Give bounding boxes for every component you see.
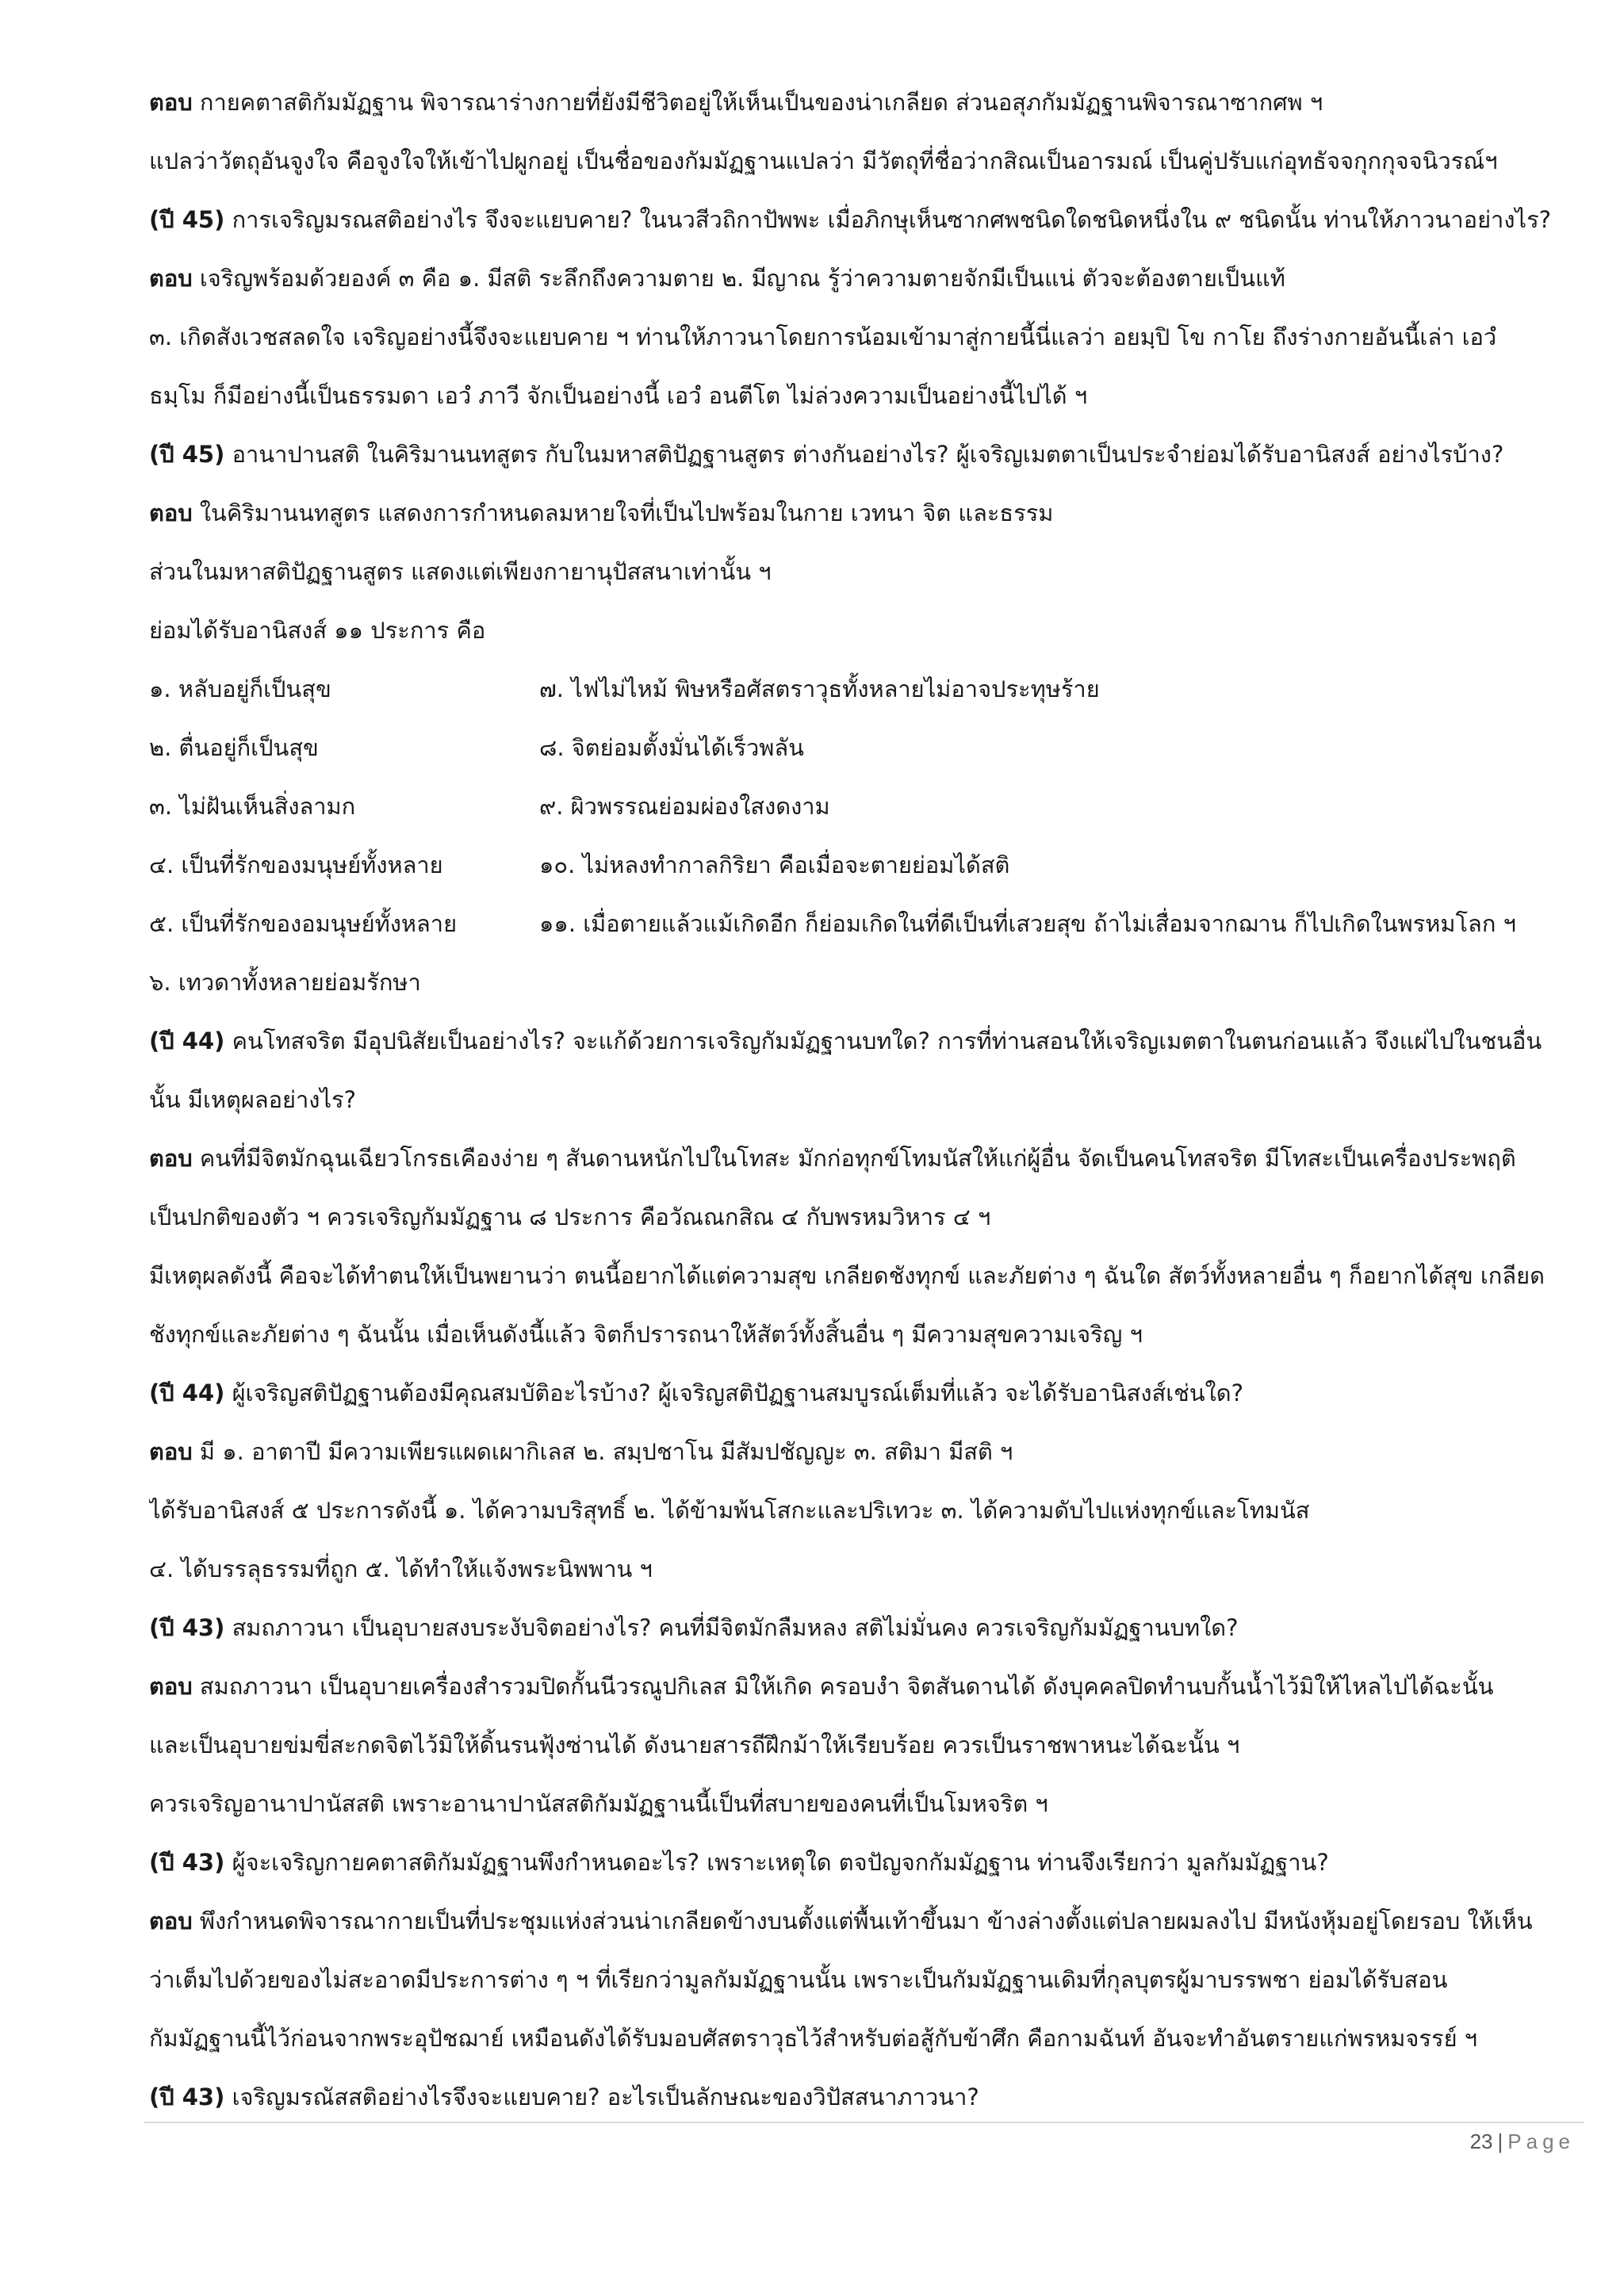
text-line bbox=[149, 1833, 1576, 1892]
line-text: ส่วนในมหาสติปัฏฐานสูตร แสดงแต่เพียงกายานุปัสสนาเท่านั้น ฯ bbox=[149, 558, 772, 585]
footer-divider bbox=[144, 2122, 1584, 2123]
text-line bbox=[149, 249, 1576, 308]
text-line bbox=[149, 132, 1576, 190]
text-line bbox=[149, 73, 1576, 132]
text-line bbox=[149, 1188, 1576, 1246]
footer-separator: | bbox=[1497, 2130, 1503, 2153]
benefit-row bbox=[149, 660, 1576, 718]
page-footer bbox=[1470, 2130, 1575, 2154]
text-line bbox=[149, 1070, 1576, 1129]
line-label: (ปี 45) bbox=[149, 206, 225, 233]
line-label: (ปี 43) bbox=[149, 1614, 225, 1641]
line-text: ๔. ได้บรรลุธรรมที่ถูก ๕. ได้ทำให้แจ้งพระนิพพาน ฯ bbox=[149, 1556, 653, 1582]
benefit-row bbox=[149, 718, 1576, 777]
benefit-row bbox=[149, 777, 1576, 836]
line-text: เจริญมรณัสสติอย่างไรจึงจะแยบคาย? อะไรเป็นลักษณะของวิปัสสนาภาวนา? bbox=[224, 2084, 979, 2110]
benefit-left: ๑. หลับอยู่ก็เป็นสุข bbox=[149, 675, 331, 702]
line-text: ควรเจริญอานาปานัสสติ เพราะอานาปานัสสติกัมมัฏฐานนี้เป็นที่สบายของคนที่เป็นโมหจริต ฯ bbox=[149, 1790, 1048, 1817]
line-text: อานาปานสติ ในคิริมานนทสูตร กับในมหาสติปัฏฐานสูตร ต่างกันอย่างไร? ผู้เจริญเมตตาเป็นประจำย่อมได้รับอานิสงส์ อย่างไรบ้าง? bbox=[224, 441, 1504, 468]
line-text: ว่าเต็มไปด้วยของไม่สะอาดมีประการต่าง ๆ ฯ ที่เรียกว่ามูลกัมมัฏฐานนั้น เพราะเป็นกัมมัฏฐานเดิมที่กุลบุตรผู้มาบรรพชา ย่อมได้รับสอน bbox=[149, 1966, 1448, 1993]
benefit-left: ๒. ตื่นอยู่ก็เป็นสุข bbox=[149, 734, 319, 761]
benefit-right bbox=[539, 953, 1576, 1012]
text-line bbox=[149, 308, 1576, 366]
text-line bbox=[149, 1364, 1576, 1422]
text-line bbox=[149, 1657, 1576, 1716]
line-text: มี ๑. อาตาปี มีความเพียรแผดเผากิเลส ๒. สมฺปชาโน มีสัมปชัญญะ ๓. สติมา มีสติ ฯ bbox=[192, 1438, 1013, 1465]
text-line bbox=[149, 1540, 1576, 1598]
line-text: การเจริญมรณสติอย่างไร จึงจะแยบคาย? ในนวสีวถิกาปัพพะ เมื่อภิกษุเห็นซากศพชนิดใดชนิดหนึ่งใน ๙ ชนิดนั้น ท่านให้ภาวนาอย่างไร? bbox=[224, 206, 1552, 233]
line-text: สมถภาวนา เป็นอุบายเครื่องสำรวมปิดกั้นนีวรณูปกิเลส มิให้เกิด ครอบงำ จิตสันดานได้ ดังบุคคลปิดทำนบกั้นน้ำไว้มิให้ไหลไปได้ฉะนั้น bbox=[192, 1673, 1494, 1700]
text-line bbox=[149, 1305, 1576, 1364]
line-text: เจริญพร้อมด้วยองค์ ๓ คือ ๑. มีสติ ระลึกถึงความตาย ๒. มีญาณ รู้ว่าความตายจักมีเป็นแน่ ตัวจะต้องตายเป็นแท้ bbox=[192, 265, 1285, 292]
line-label: (ปี 44) bbox=[149, 1380, 225, 1406]
line-text: กัมมัฏฐานนี้ไว้ก่อนจากพระอุปัชฌาย์ เหมือนดังได้รับมอบศัสตราวุธไว้สำหรับต่อสู้กับข้าศึก คือกามฉันท์ อันจะทำอันตรายแก่พรหมจรรย์ ฯ bbox=[149, 2025, 1478, 2052]
text-line bbox=[149, 1598, 1576, 1657]
text-line bbox=[149, 190, 1576, 249]
text-line bbox=[149, 484, 1576, 542]
line-text: ผู้เจริญสติปัฏฐานต้องมีคุณสมบัติอะไรบ้าง? ผู้เจริญสติปัฏฐานสมบูรณ์เต็มที่แล้ว จะได้รับอานิสงส์เช่นใด? bbox=[224, 1380, 1244, 1406]
text-line bbox=[149, 1950, 1576, 2009]
benefit-row bbox=[149, 836, 1576, 894]
line-text: เป็นปกติของตัว ฯ ควรเจริญกัมมัฏฐาน ๘ ประการ คือวัณณกสิณ ๔ กับพรหมวิหาร ๔ ฯ bbox=[149, 1203, 991, 1230]
benefit-right: ๑๑. เมื่อตายแล้วแม้เกิดอีก ก็ย่อมเกิดในที่ดีเป็นที่เสวยสุข ถ้าไม่เสื่อมจากฌาน ก็ไปเกิดในพรหมโลก ฯ bbox=[539, 910, 1516, 937]
line-text: กายคตาสติกัมมัฏฐาน พิจารณาร่างกายที่ยังมีชีวิตอยู่ให้เห็นเป็นของน่าเกลียด ส่วนอสุภกัมมัฏฐานพิจารณาซากศพ ฯ bbox=[192, 89, 1323, 116]
line-text: นั้น มีเหตุผลอย่างไร? bbox=[149, 1086, 357, 1113]
line-text: ผู้จะเจริญกายคตาสติกัมมัฏฐานพึงกำหนดอะไร? เพราะเหตุใด ตจปัญจกกัมมัฏฐาน ท่านจึงเรียกว่า มูลกัมมัฏฐาน? bbox=[224, 1849, 1329, 1876]
text-line bbox=[149, 1246, 1576, 1305]
text-line bbox=[149, 1129, 1576, 1188]
line-label: ตอบ bbox=[149, 1673, 193, 1700]
text-line bbox=[149, 1422, 1576, 1481]
text-line bbox=[149, 1716, 1576, 1774]
line-label: ตอบ bbox=[149, 1145, 193, 1172]
line-label: (ปี 45) bbox=[149, 441, 225, 468]
benefit-left: ๔. เป็นที่รักของมนุษย์ทั้งหลาย bbox=[149, 851, 443, 878]
benefit-right: ๘. จิตย่อมตั้งมั่นได้เร็วพลัน bbox=[539, 734, 804, 761]
benefit-left: ๕. เป็นที่รักของอมนุษย์ทั้งหลาย bbox=[149, 910, 458, 937]
line-label: ตอบ bbox=[149, 265, 193, 292]
line-text: พึงกำหนดพิจารณากายเป็นที่ประชุมแห่งส่วนน่าเกลียดข้างบนตั้งแต่พื้นเท้าขึ้นมา ข้างล่างตั้งแต่ปลายผมลงไป มีหนังหุ้มอยู่โดยรอบ ให้เห็น bbox=[192, 1908, 1533, 1934]
line-label: ตอบ bbox=[149, 89, 193, 116]
text-line bbox=[149, 2068, 1576, 2126]
line-label: ตอบ bbox=[149, 499, 193, 526]
line-text: ๓. เกิดสังเวชสลดใจ เจริญอย่างนี้จึงจะแยบคาย ฯ ท่านให้ภาวนาโดยการน้อมเข้ามาสู่กายนี้นี่แลว่า อยมฺปิ โข กาโย ถึงร่างกายอันนี้เล่า เอวํ bbox=[149, 323, 1497, 350]
line-text: ธมฺโม ก็มีอย่างนี้เป็นธรรมดา เอวํ ภาวี จักเป็นอย่างนี้ เอวํ อนตีโต ไม่ล่วงความเป็นอย่างนี้ไปได้ ฯ bbox=[149, 382, 1088, 409]
line-text: และเป็นอุบายข่มขี่สะกดจิตไว้มิให้ดิ้นรนฟุ้งซ่านได้ ดังนายสารถีฝึกม้าให้เรียบร้อย ควรเป็นราชพาหนะได้ฉะนั้น ฯ bbox=[149, 1732, 1240, 1758]
page-word: Page bbox=[1507, 2130, 1575, 2153]
line-label: ตอบ bbox=[149, 1908, 193, 1934]
line-label: (ปี 43) bbox=[149, 1849, 225, 1876]
line-text: สมถภาวนา เป็นอุบายสงบระงับจิตอย่างไร? คนที่มีจิตมักลืมหลง สติไม่มั่นคง ควรเจริญกัมมัฏฐานบทใด? bbox=[224, 1614, 1239, 1641]
line-text: แปลว่าวัตถุอันจูงใจ คือจูงใจให้เข้าไปผูกอยู่ เป็นชื่อของกัมมัฏฐานแปลว่า มีวัตถุที่ชื่อว่ากสิณเป็นอารมณ์ เป็นคู่ปรับแก่อุทธัจจกุกกุจจนิวรณ์ฯ bbox=[149, 147, 1498, 174]
line-label: ตอบ bbox=[149, 1438, 193, 1465]
line-label: (ปี 44) bbox=[149, 1027, 225, 1054]
text-line bbox=[149, 1892, 1576, 1950]
text-line bbox=[149, 542, 1576, 601]
benefit-row bbox=[149, 953, 1576, 1012]
benefit-right: ๗. ไฟไม่ไหม้ พิษหรือศัสตราวุธทั้งหลายไม่อาจประทุษร้าย bbox=[539, 675, 1100, 702]
line-text: ชังทุกข์และภัยต่าง ๆ ฉันนั้น เมื่อเห็นดังนี้แล้ว จิตก็ปรารถนาให้สัตว์ทั้งสิ้นอื่น ๆ มีความสุขความเจริญ ฯ bbox=[149, 1321, 1143, 1348]
qa-block-1 bbox=[149, 73, 1576, 660]
benefits-list bbox=[149, 660, 1576, 1012]
text-line bbox=[149, 366, 1576, 425]
line-text: คนโทสจริต มีอุปนิสัยเป็นอย่างไร? จะแก้ด้วยการเจริญกัมมัฏฐานบทใด? การที่ท่านสอนให้เจริญเมตตาในตนก่อนแล้ว จึงแผ่ไปในชนอื่น bbox=[224, 1027, 1542, 1054]
line-text: คนที่มีจิตมักฉุนเฉียวโกรธเคืองง่าย ๆ สันดานหนักไปในโทสะ มักก่อทุกข์โทมนัสให้แก่ผู้อื่น จัดเป็นคนโทสจริต มีโทสะเป็นเครื่องประพฤติ bbox=[192, 1145, 1516, 1172]
line-text: ได้รับอานิสงส์ ๕ ประการดังนี้ ๑. ได้ความบริสุทธิ์ ๒. ได้ข้ามพ้นโสกะและปริเทวะ ๓. ได้ความดับไปแห่งทุกข์และโทมนัส bbox=[149, 1497, 1310, 1524]
line-text: ในคิริมานนทสูตร แสดงการกำหนดลมหายใจที่เป็นไปพร้อมในกาย เวทนา จิต และธรรม bbox=[192, 499, 1054, 526]
benefit-left: ๖. เทวดาทั้งหลายย่อมรักษา bbox=[149, 969, 421, 996]
benefit-left: ๓. ไม่ฝันเห็นสิ่งลามก bbox=[149, 793, 356, 820]
line-text: ย่อมได้รับอานิสงส์ ๑๑ ประการ คือ bbox=[149, 617, 486, 644]
page-number: 23 bbox=[1469, 2130, 1493, 2153]
line-label: (ปี 43) bbox=[149, 2084, 225, 2110]
text-line bbox=[149, 2009, 1576, 2068]
text-line bbox=[149, 1774, 1576, 1833]
text-line bbox=[149, 1481, 1576, 1540]
text-line bbox=[149, 425, 1576, 484]
benefit-right: ๑๐. ไม่หลงทำกาลกิริยา คือเมื่อจะตายย่อมได้สติ bbox=[539, 851, 1010, 878]
document-body bbox=[149, 73, 1576, 2126]
benefit-right: ๙. ผิวพรรณย่อมผ่องใสงดงาม bbox=[539, 793, 830, 820]
line-text: มีเหตุผลดังนี้ คือจะได้ทำตนให้เป็นพยานว่า ตนนี้อยากได้แต่ความสุข เกลียดชังทุกข์ และภัยต่าง ๆ ฉันใด สัตว์ทั้งหลายอื่น ๆ ก็อยากได้สุข เกลียด bbox=[149, 1262, 1545, 1289]
text-line bbox=[149, 1012, 1576, 1070]
qa-block-2 bbox=[149, 1012, 1576, 2126]
benefit-row bbox=[149, 894, 1576, 953]
text-line bbox=[149, 601, 1576, 660]
